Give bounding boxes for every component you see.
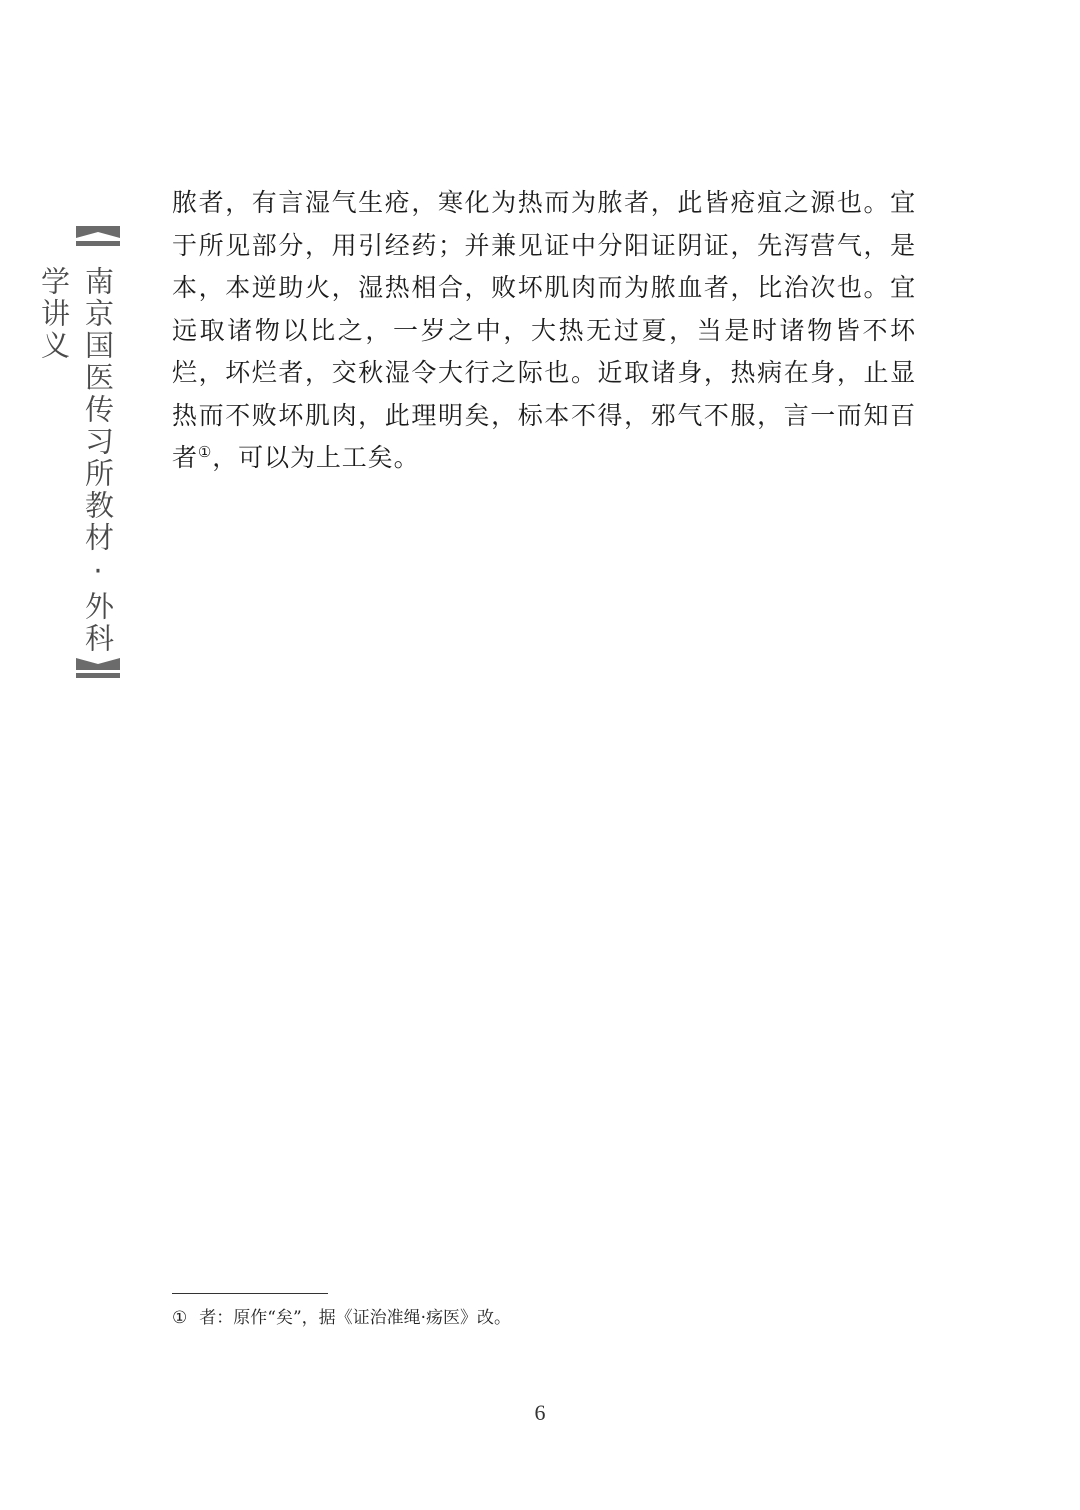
footnote <box>172 1306 511 1330</box>
page-number: 6 <box>534 1400 546 1425</box>
header-top-ornament-icon <box>76 226 120 246</box>
body-text-part-2: ，可以为上工矣。 <box>212 443 420 472</box>
footnote-marker: ① <box>172 1308 188 1328</box>
footnote-divider <box>172 1293 328 1294</box>
body-paragraph <box>172 182 916 480</box>
book-title-vertical: 南京国医传习所教材·外科学讲义 <box>37 266 115 655</box>
running-header <box>37 226 120 686</box>
footnote-reference[interactable]: ① <box>197 443 213 461</box>
footnote-text: 者：原作“矣”，据《证治准绳·疡医》改。 <box>199 1308 512 1328</box>
body-text-part-1: 脓者，有言湿气生疮，寒化为热而为脓者，此皆疮疽之源也。宜于所见部分，用引经药；并兼见证中分阳证阴证，先泻营气，是本，本逆助火，湿热相合，败坏肌肉而为脓血者，比治次也。宜远取诸物以比之，一岁之中，大热无过夏，当是时诸物皆不坏烂，坏烂者，交秋湿令大行之际也。近取诸身，热病在身，止显热而不败坏肌肉，此理明矣，标本不得，邪气不服，言一而知百者 <box>172 188 916 472</box>
header-bottom-ornament-icon <box>76 658 120 678</box>
